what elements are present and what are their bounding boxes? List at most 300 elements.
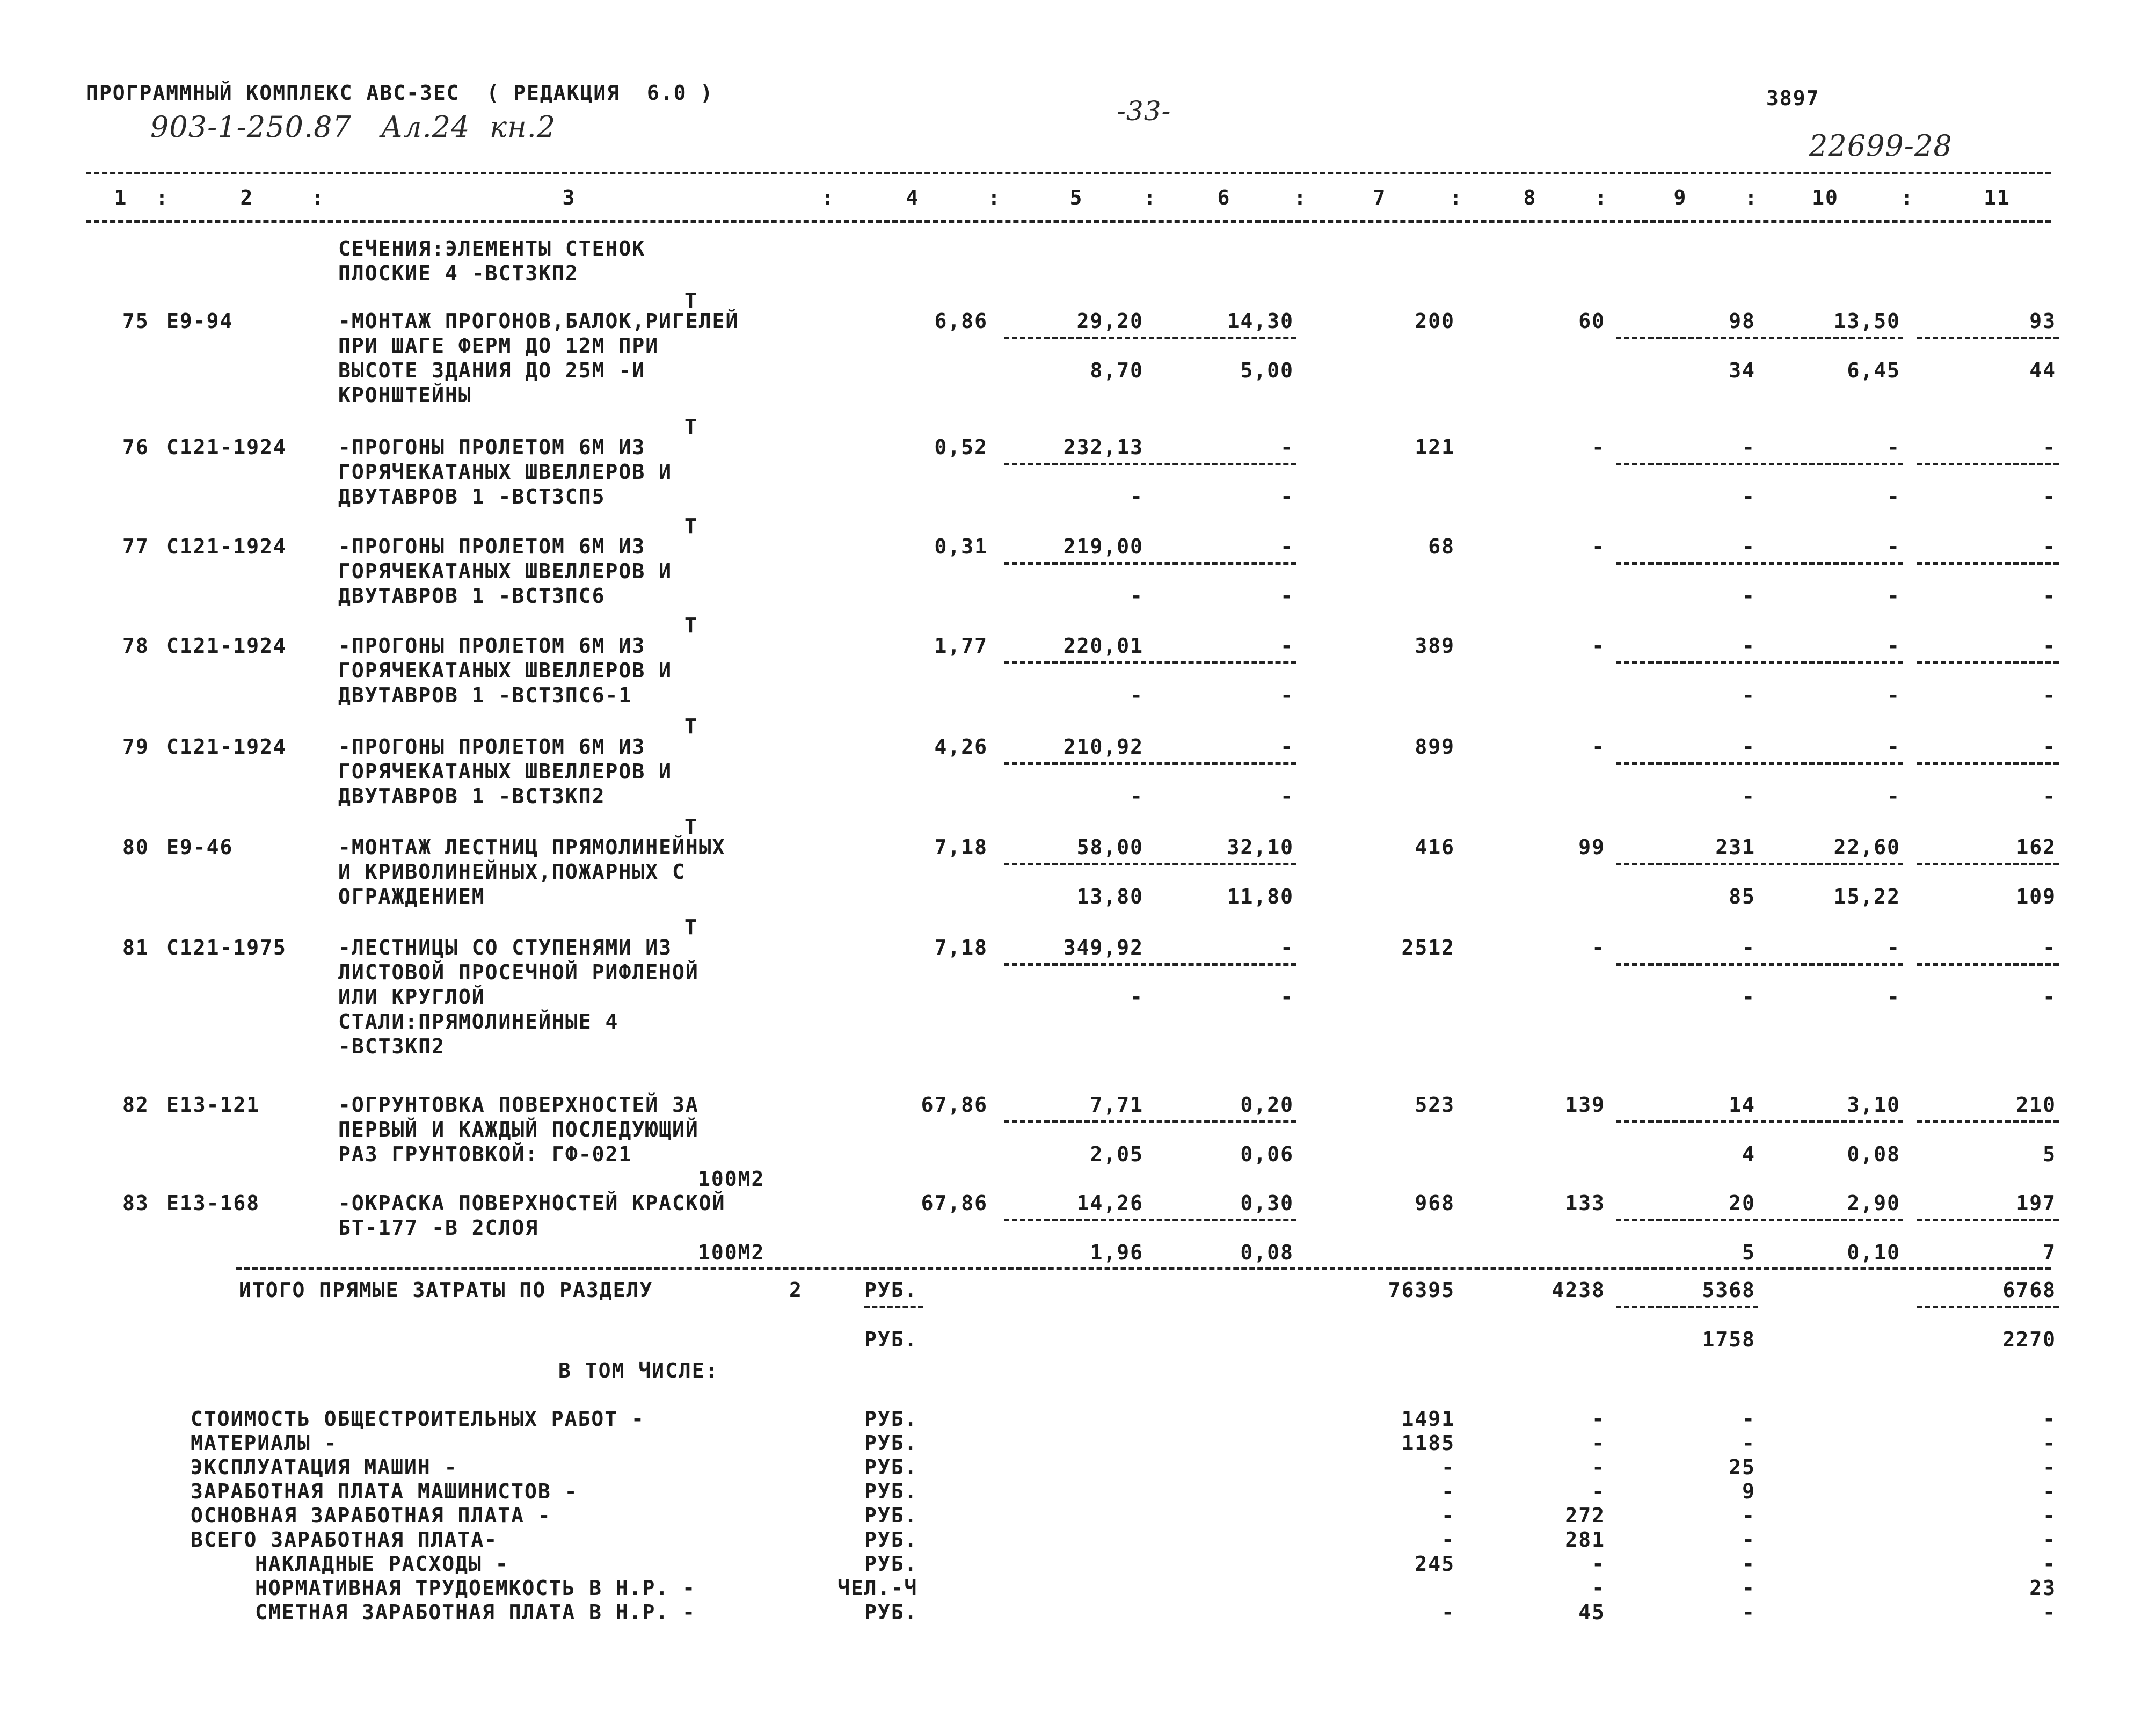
work-description-line: ПРИ ШАГЕ ФЕРМ ДО 12М ПРИ xyxy=(338,334,659,358)
cell-divider xyxy=(1616,1219,1758,1221)
cell-c11-bottom: - xyxy=(2043,784,2056,808)
cell-c10-top: - xyxy=(1887,435,1900,459)
cell-c6-top: 0,20 xyxy=(1240,1093,1294,1117)
cell-divider xyxy=(1761,562,1903,565)
unit-label: Т xyxy=(684,715,698,738)
breakdown-c7: - xyxy=(1441,1528,1455,1551)
cell-divider xyxy=(1917,762,2059,765)
breakdown-c9: - xyxy=(1742,1431,1756,1455)
row-number: 81 xyxy=(122,936,149,959)
work-description-line: ГОРЯЧЕКАТАНЫХ ШВЕЛЛЕРОВ И xyxy=(338,659,672,682)
work-description-line: РАЗ ГРУНТОВКОЙ: ГФ-021 xyxy=(338,1142,632,1166)
work-description-line: ГОРЯЧЕКАТАНЫХ ШВЕЛЛЕРОВ И xyxy=(338,760,672,783)
unit-label: 100М2 xyxy=(698,1167,765,1191)
cell-c10-top: - xyxy=(1887,936,1900,959)
cell-c5-bottom: - xyxy=(1130,683,1143,707)
breakdown-c11: - xyxy=(2043,1504,2056,1527)
breakdown-c11: 23 xyxy=(2029,1576,2056,1600)
column-header-3: 3 xyxy=(562,186,576,209)
totals-c9-bottom: 1758 xyxy=(1702,1328,1756,1351)
cell-c8: - xyxy=(1592,634,1605,658)
breakdown-unit: РУБ. xyxy=(864,1600,918,1624)
work-description-line: КРОНШТЕЙНЫ xyxy=(338,383,472,407)
cell-c5-bottom: 1,96 xyxy=(1090,1241,1143,1264)
cell-divider xyxy=(1004,963,1146,966)
cell-c10-top: 13,50 xyxy=(1833,309,1900,333)
work-description-line: ПЕРВЫЙ И КАЖДЫЙ ПОСЛЕДУЮЩИЙ xyxy=(338,1118,699,1141)
cell-divider xyxy=(1761,762,1903,765)
cell-c6-bottom: - xyxy=(1280,584,1294,608)
breakdown-c9: - xyxy=(1742,1600,1756,1624)
cell-divider xyxy=(1004,863,1146,865)
breakdown-c11: - xyxy=(2043,1455,2056,1479)
work-description-line: -МОНТАЖ ПРОГОНОВ,БАЛОК,РИГЕЛЕЙ xyxy=(338,309,739,333)
breakdown-label: НОРМАТИВНАЯ ТРУДОЕМКОСТЬ В Н.Р. - xyxy=(255,1576,696,1600)
totals-unit-divider xyxy=(864,1306,923,1308)
breakdown-label: ЗАРАБОТНАЯ ПЛАТА МАШИНИСТОВ - xyxy=(191,1480,578,1503)
cell-c9-bottom: - xyxy=(1742,485,1756,508)
breakdown-unit: РУБ. xyxy=(864,1552,918,1576)
cell-divider xyxy=(1149,1219,1296,1221)
cell-divider xyxy=(1149,963,1296,966)
cell-c9-top: 14 xyxy=(1729,1093,1756,1117)
work-description-line: СТАЛИ:ПРЯМОЛИНЕЙНЫЕ 4 xyxy=(338,1010,619,1033)
breakdown-unit: РУБ. xyxy=(864,1480,918,1503)
cell-c9-bottom: - xyxy=(1742,784,1756,808)
totals-section: 2 xyxy=(789,1278,803,1302)
cell-c10-top: - xyxy=(1887,735,1900,759)
cell-c5-top: 210,92 xyxy=(1063,735,1143,759)
column-separator: : xyxy=(1594,186,1608,209)
cell-c8: - xyxy=(1592,936,1605,959)
cell-c11-top: 197 xyxy=(2016,1191,2056,1215)
cell-c9-top: - xyxy=(1742,936,1756,959)
cell-c7: 523 xyxy=(1415,1093,1455,1117)
cell-c6-bottom: 11,80 xyxy=(1227,885,1294,908)
column-separator: : xyxy=(1745,186,1758,209)
cell-c10-bottom: - xyxy=(1887,985,1900,1009)
cell-c10-bottom: - xyxy=(1887,485,1900,508)
cell-c10-top: - xyxy=(1887,535,1900,558)
cell-divider xyxy=(1616,863,1758,865)
breakdown-c11: - xyxy=(2043,1552,2056,1576)
cell-c11-top: 93 xyxy=(2029,309,2056,333)
row-number: 76 xyxy=(122,435,149,459)
cell-c5-bottom: - xyxy=(1130,485,1143,508)
cell-c5-bottom: 2,05 xyxy=(1090,1142,1143,1166)
cell-c11-top: 210 xyxy=(2016,1093,2056,1117)
cell-c5-top: 14,26 xyxy=(1076,1191,1143,1215)
breakdown-c7: 245 xyxy=(1415,1552,1455,1576)
breakdown-c7: - xyxy=(1441,1455,1455,1479)
work-description-line: ДВУТАВРОВ 1 -ВСТ3ПС6-1 xyxy=(338,683,632,707)
breakdown-c7: 1185 xyxy=(1401,1431,1455,1455)
work-description-line: -ЛЕСТНИЦЫ СО СТУПЕНЯМИ ИЗ xyxy=(338,936,672,959)
cell-c7: 899 xyxy=(1415,735,1455,759)
quantity: 6,86 xyxy=(934,309,988,333)
breakdown-label: НАКЛАДНЫЕ РАСХОДЫ - xyxy=(255,1552,509,1576)
cell-c10-bottom: 15,22 xyxy=(1833,885,1900,908)
unit-label: Т xyxy=(684,415,698,439)
cell-c7: 200 xyxy=(1415,309,1455,333)
handwritten-number: 22699-28 xyxy=(1809,129,1953,163)
cell-c11-bottom: 5 xyxy=(2043,1142,2056,1166)
cell-c10-top: 3,10 xyxy=(1847,1093,1900,1117)
handwritten-reference: 903-1-250.87 Ал.24 кн.2 xyxy=(150,110,556,144)
breakdown-label: МАТЕРИАЛЫ - xyxy=(191,1431,338,1455)
work-description-line: -ВСТ3КП2 xyxy=(338,1035,446,1058)
cell-c10-bottom: 0,08 xyxy=(1847,1142,1900,1166)
row-number: 79 xyxy=(122,735,149,759)
work-code: С121-1975 xyxy=(166,936,287,959)
cell-divider xyxy=(1917,1219,2059,1221)
cell-divider xyxy=(1761,1219,1903,1221)
cell-c10-bottom: 0,10 xyxy=(1847,1241,1900,1264)
work-code: Е13-168 xyxy=(166,1191,260,1215)
work-description-line: -ОКРАСКА ПОВЕРХНОСТЕЙ КРАСКОЙ xyxy=(338,1191,726,1215)
cell-divider xyxy=(1616,562,1758,565)
cell-c5-top: 220,01 xyxy=(1063,634,1143,658)
breakdown-unit: РУБ. xyxy=(864,1431,918,1455)
breakdown-c11: - xyxy=(2043,1480,2056,1503)
work-description-line: ГОРЯЧЕКАТАНЫХ ШВЕЛЛЕРОВ И xyxy=(338,559,672,583)
cell-c8: 139 xyxy=(1565,1093,1605,1117)
cell-c11-bottom: - xyxy=(2043,485,2056,508)
cell-c11-top: - xyxy=(2043,936,2056,959)
cell-divider xyxy=(1004,463,1146,465)
cell-c5-top: 7,71 xyxy=(1090,1093,1143,1117)
column-separator: : xyxy=(1294,186,1307,209)
including-label: В ТОМ ЧИСЛЕ: xyxy=(558,1359,719,1382)
section-text-line: СЕЧЕНИЯ:ЭЛЕМЕНТЫ СТЕНОК xyxy=(338,237,646,260)
cell-c9-bottom: - xyxy=(1742,683,1756,707)
breakdown-unit: ЧЕЛ.-Ч xyxy=(837,1576,918,1600)
breakdown-c9: - xyxy=(1742,1576,1756,1600)
column-separator: : xyxy=(988,186,1001,209)
cell-divider xyxy=(1761,337,1903,339)
cell-divider xyxy=(1616,337,1758,339)
breakdown-c7: 1491 xyxy=(1401,1407,1455,1431)
totals-c8: 4238 xyxy=(1552,1278,1605,1302)
cell-divider xyxy=(1917,1120,2059,1123)
header-rule-top xyxy=(86,172,2051,174)
column-separator: : xyxy=(1900,186,1914,209)
cell-divider xyxy=(1004,1219,1146,1221)
work-description-line: -ПРОГОНЫ ПРОЛЕТОМ 6М ИЗ xyxy=(338,535,646,558)
cell-divider xyxy=(1761,963,1903,966)
quantity: 7,18 xyxy=(934,835,988,859)
cell-c6-top: - xyxy=(1280,435,1294,459)
work-code: С121-1924 xyxy=(166,634,287,658)
cell-c11-top: - xyxy=(2043,634,2056,658)
cell-c6-top: - xyxy=(1280,735,1294,759)
cell-c11-top: 162 xyxy=(2016,835,2056,859)
cell-c9-bottom: 5 xyxy=(1742,1241,1756,1264)
cell-c9-top: - xyxy=(1742,634,1756,658)
cell-c5-top: 29,20 xyxy=(1076,309,1143,333)
cell-c8: 99 xyxy=(1578,835,1605,859)
breakdown-c9: - xyxy=(1742,1528,1756,1551)
cell-c7: 389 xyxy=(1415,634,1455,658)
cell-c6-bottom: - xyxy=(1280,985,1294,1009)
cell-divider xyxy=(1616,463,1758,465)
work-description-line: -ПРОГОНЫ ПРОЛЕТОМ 6М ИЗ xyxy=(338,435,646,459)
cell-c5-top: 58,00 xyxy=(1076,835,1143,859)
cell-c6-bottom: 0,08 xyxy=(1240,1241,1294,1264)
work-description-line: ОГРАЖДЕНИЕМ xyxy=(338,885,485,908)
totals-rule xyxy=(236,1267,2051,1270)
breakdown-label: СМЕТНАЯ ЗАРАБОТНАЯ ПЛАТА В Н.Р. - xyxy=(255,1600,696,1624)
quantity: 0,31 xyxy=(934,535,988,558)
cell-c7: 121 xyxy=(1415,435,1455,459)
breakdown-c11: - xyxy=(2043,1431,2056,1455)
cell-divider xyxy=(1004,661,1146,664)
cell-c11-top: - xyxy=(2043,735,2056,759)
cell-c10-bottom: - xyxy=(1887,683,1900,707)
totals-c11-bottom: 2270 xyxy=(2002,1328,2056,1351)
column-header-8: 8 xyxy=(1523,186,1537,209)
breakdown-c8: - xyxy=(1592,1407,1605,1431)
work-code: С121-1924 xyxy=(166,435,287,459)
breakdown-c11: - xyxy=(2043,1600,2056,1624)
cell-c9-top: 20 xyxy=(1729,1191,1756,1215)
unit-label: Т xyxy=(684,815,698,839)
totals-c11-top: 6768 xyxy=(2002,1278,2056,1302)
quantity: 1,77 xyxy=(934,634,988,658)
work-description-line: ДВУТАВРОВ 1 -ВСТ3СП5 xyxy=(338,485,606,508)
cell-c8: - xyxy=(1592,435,1605,459)
cell-c11-top: - xyxy=(2043,435,2056,459)
breakdown-unit: РУБ. xyxy=(864,1528,918,1551)
column-header-9: 9 xyxy=(1673,186,1687,209)
work-description-line: -ОГРУНТОВКА ПОВЕРХНОСТЕЙ ЗА xyxy=(338,1093,699,1117)
totals-unit-2: РУБ. xyxy=(864,1328,918,1351)
cell-c9-bottom: - xyxy=(1742,584,1756,608)
work-description-line: -ПРОГОНЫ ПРОЛЕТОМ 6М ИЗ xyxy=(338,634,646,658)
cell-c6-top: - xyxy=(1280,634,1294,658)
breakdown-c8: - xyxy=(1592,1576,1605,1600)
cell-divider xyxy=(1917,963,2059,966)
cell-divider xyxy=(1149,562,1296,565)
column-separator: : xyxy=(1143,186,1157,209)
column-separator: : xyxy=(1450,186,1463,209)
cell-c9-bottom: - xyxy=(1742,985,1756,1009)
cell-c6-bottom: - xyxy=(1280,683,1294,707)
work-description-line: ДВУТАВРОВ 1 -ВСТ3КП2 xyxy=(338,784,606,808)
column-header-10: 10 xyxy=(1812,186,1839,209)
cell-c10-bottom: - xyxy=(1887,784,1900,808)
cell-c11-bottom: 7 xyxy=(2043,1241,2056,1264)
cell-divider xyxy=(1149,337,1296,339)
cell-c9-bottom: 85 xyxy=(1729,885,1756,908)
breakdown-c8: - xyxy=(1592,1480,1605,1503)
cell-c6-bottom: - xyxy=(1280,485,1294,508)
cell-c10-bottom: - xyxy=(1887,584,1900,608)
breakdown-c9: 25 xyxy=(1729,1455,1756,1479)
cell-c6-top: 14,30 xyxy=(1227,309,1294,333)
cell-c8: - xyxy=(1592,735,1605,759)
cell-c5-top: 232,13 xyxy=(1063,435,1143,459)
work-description-line: -МОНТАЖ ЛЕСТНИЦ ПРЯМОЛИНЕЙНЫХ xyxy=(338,835,726,859)
cell-divider xyxy=(1761,463,1903,465)
column-header-7: 7 xyxy=(1373,186,1387,209)
cell-divider xyxy=(1004,762,1146,765)
breakdown-c8: - xyxy=(1592,1455,1605,1479)
cell-c10-top: - xyxy=(1887,634,1900,658)
document-code: 3897 xyxy=(1766,86,1820,110)
column-header-11: 11 xyxy=(1984,186,2011,209)
work-description-line: -ПРОГОНЫ ПРОЛЕТОМ 6М ИЗ xyxy=(338,735,646,759)
column-separator: : xyxy=(821,186,835,209)
breakdown-c8: - xyxy=(1592,1431,1605,1455)
cell-divider xyxy=(1761,1120,1903,1123)
breakdown-c11: - xyxy=(2043,1407,2056,1431)
cell-divider xyxy=(1616,963,1758,966)
cell-c9-top: - xyxy=(1742,435,1756,459)
cell-divider xyxy=(1917,463,2059,465)
row-number: 75 xyxy=(122,309,149,333)
work-code: Е13-121 xyxy=(166,1093,260,1117)
breakdown-c9: - xyxy=(1742,1552,1756,1576)
breakdown-label: ВСЕГО ЗАРАБОТНАЯ ПЛАТА- xyxy=(191,1528,498,1551)
cell-c9-bottom: 34 xyxy=(1729,359,1756,382)
cell-c8: - xyxy=(1592,535,1605,558)
unit-label: Т xyxy=(684,915,698,939)
breakdown-c8: - xyxy=(1592,1552,1605,1576)
work-code: С121-1924 xyxy=(166,535,287,558)
work-description-line: ЛИСТОВОЙ ПРОСЕЧНОЙ РИФЛЕНОЙ xyxy=(338,960,699,984)
cell-divider xyxy=(1004,1120,1146,1123)
breakdown-label: СТОИМОСТЬ ОБЩЕСТРОИТЕЛЬНЫХ РАБОТ - xyxy=(191,1407,645,1431)
unit-label: Т xyxy=(684,289,698,312)
cell-divider xyxy=(1616,762,1758,765)
cell-c11-bottom: - xyxy=(2043,683,2056,707)
cell-divider xyxy=(1616,1306,1758,1308)
cell-c6-top: 0,30 xyxy=(1240,1191,1294,1215)
cell-divider xyxy=(1004,562,1146,565)
work-description-line: ГОРЯЧЕКАТАНЫХ ШВЕЛЛЕРОВ И xyxy=(338,460,672,484)
cell-c10-top: 2,90 xyxy=(1847,1191,1900,1215)
cell-divider xyxy=(1004,337,1146,339)
cell-divider xyxy=(1149,762,1296,765)
cell-c5-bottom: 8,70 xyxy=(1090,359,1143,382)
totals-unit: РУБ. xyxy=(864,1278,918,1302)
cell-c6-bottom: - xyxy=(1280,784,1294,808)
cell-divider xyxy=(1149,863,1296,865)
cell-divider xyxy=(1917,1306,2059,1308)
breakdown-label: ЭКСПЛУАТАЦИЯ МАШИН - xyxy=(191,1455,458,1479)
breakdown-c8: 45 xyxy=(1578,1600,1605,1624)
quantity: 7,18 xyxy=(934,936,988,959)
breakdown-c7: - xyxy=(1441,1504,1455,1527)
cell-c7: 2512 xyxy=(1401,936,1455,959)
work-code: Е9-46 xyxy=(166,835,234,859)
program-title: ПРОГРАММНЫЙ КОМПЛЕКС АВС-ЗЕС ( РЕДАКЦИЯ 6.0 ) xyxy=(86,81,714,105)
totals-c9-top: 5368 xyxy=(1702,1278,1756,1302)
cell-divider xyxy=(1761,863,1903,865)
column-header-6: 6 xyxy=(1217,186,1231,209)
cell-divider xyxy=(1149,463,1296,465)
cell-c5-top: 349,92 xyxy=(1063,936,1143,959)
breakdown-c7: - xyxy=(1441,1480,1455,1503)
breakdown-c9: - xyxy=(1742,1504,1756,1527)
header-rule-bottom xyxy=(86,220,2051,223)
column-header-1: 1 xyxy=(114,186,128,209)
breakdown-unit: РУБ. xyxy=(864,1504,918,1527)
cell-divider xyxy=(1616,661,1758,664)
cell-c5-top: 219,00 xyxy=(1063,535,1143,558)
section-text-line: ПЛОСКИЕ 4 -ВСТ3КП2 xyxy=(338,261,579,285)
cell-c6-top: - xyxy=(1280,936,1294,959)
page-number: -33- xyxy=(1117,96,1171,127)
cell-divider xyxy=(1761,661,1903,664)
cell-c6-bottom: 5,00 xyxy=(1240,359,1294,382)
column-header-2: 2 xyxy=(240,186,254,209)
cell-c8: 60 xyxy=(1578,309,1605,333)
row-number: 80 xyxy=(122,835,149,859)
cell-divider xyxy=(1616,1120,1758,1123)
cell-c5-bottom: - xyxy=(1130,584,1143,608)
cell-c9-top: 231 xyxy=(1715,835,1756,859)
cell-c5-bottom: 13,80 xyxy=(1076,885,1143,908)
breakdown-c8: 281 xyxy=(1565,1528,1605,1551)
cell-c8: 133 xyxy=(1565,1191,1605,1215)
row-number: 82 xyxy=(122,1093,149,1117)
row-number: 78 xyxy=(122,634,149,658)
cell-divider xyxy=(1917,863,2059,865)
cell-c7: 416 xyxy=(1415,835,1455,859)
breakdown-c9: 9 xyxy=(1742,1480,1756,1503)
cell-c5-bottom: - xyxy=(1130,784,1143,808)
cell-divider xyxy=(1917,562,2059,565)
column-separator: : xyxy=(311,186,325,209)
cell-divider xyxy=(1917,661,2059,664)
work-description-line: И КРИВОЛИНЕЙНЫХ,ПОЖАРНЫХ С xyxy=(338,860,686,884)
breakdown-unit: РУБ. xyxy=(864,1455,918,1479)
cell-c6-top: 32,10 xyxy=(1227,835,1294,859)
column-separator: : xyxy=(156,186,169,209)
column-header-4: 4 xyxy=(906,186,920,209)
cell-c10-bottom: 6,45 xyxy=(1847,359,1900,382)
row-number: 77 xyxy=(122,535,149,558)
breakdown-c7: - xyxy=(1441,1600,1455,1624)
cell-c11-bottom: 44 xyxy=(2029,359,2056,382)
breakdown-c8: 272 xyxy=(1565,1504,1605,1527)
cell-c7: 968 xyxy=(1415,1191,1455,1215)
unit-label: Т xyxy=(684,614,698,637)
cell-c6-bottom: 0,06 xyxy=(1240,1142,1294,1166)
cell-divider xyxy=(1149,661,1296,664)
quantity: 67,86 xyxy=(921,1093,988,1117)
cell-divider xyxy=(1917,337,2059,339)
breakdown-c11: - xyxy=(2043,1528,2056,1551)
cell-c11-bottom: - xyxy=(2043,985,2056,1009)
totals-label: ИТОГО ПРЯМЫЕ ЗАТРАТЫ ПО РАЗДЕЛУ xyxy=(239,1278,653,1302)
breakdown-unit: РУБ. xyxy=(864,1407,918,1431)
cell-c10-top: 22,60 xyxy=(1833,835,1900,859)
work-description-line: БТ-177 -В 2СЛОЯ xyxy=(338,1216,539,1240)
cell-c11-bottom: - xyxy=(2043,584,2056,608)
cell-c9-top: - xyxy=(1742,735,1756,759)
quantity: 67,86 xyxy=(921,1191,988,1215)
quantity: 4,26 xyxy=(934,735,988,759)
totals-c7: 76395 xyxy=(1388,1278,1455,1302)
cell-c5-bottom: - xyxy=(1130,985,1143,1009)
cell-c9-top: 98 xyxy=(1729,309,1756,333)
cell-c11-bottom: 109 xyxy=(2016,885,2056,908)
work-code: С121-1924 xyxy=(166,735,287,759)
row-number: 83 xyxy=(122,1191,149,1215)
